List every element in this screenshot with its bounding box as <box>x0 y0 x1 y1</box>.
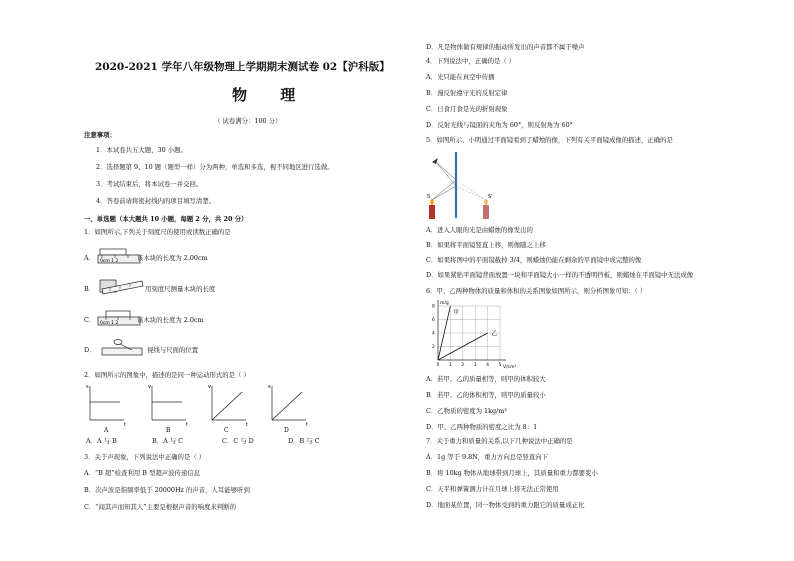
axis-label: v <box>148 384 151 390</box>
graph-label: C <box>224 427 229 434</box>
question-stem: 1．如图所示,下列关于刻度尺的使用或读数正确的是 <box>84 228 231 236</box>
ruler-label: 0cm 1 2 <box>100 259 119 264</box>
point-label: S' <box>488 194 493 200</box>
series-label: 甲 <box>453 310 459 316</box>
x-tick-label: 3 <box>473 363 477 368</box>
y-axis-label: m/g <box>440 301 449 306</box>
ruler-label: 0cm 1 2 <box>100 321 119 326</box>
option-label: B． <box>84 285 96 293</box>
option: A．光只能在真空中传播 <box>426 73 495 81</box>
x-tick-label: 1 <box>448 363 452 368</box>
exam-title: 2020-2021 学年八年级物理上学期期末测试卷 02【沪科版】 <box>95 61 390 73</box>
question-stem: 7．关于重力和质量的关系,以下几种说法中正确的是 <box>426 437 573 445</box>
axis-label: s <box>268 384 271 390</box>
graph-b <box>148 384 188 434</box>
option: B．若甲、乙的体积相等，则甲的质量较小 <box>426 391 546 399</box>
option-label: C． <box>84 316 96 324</box>
ruler-figure-a <box>98 248 142 264</box>
note-item: 3．考试结束后，将本试卷一并交回。 <box>96 180 203 188</box>
y-tick-label: 2 <box>432 345 435 350</box>
option: C．日食月食是光的折射现象 <box>426 105 508 113</box>
axis-label: s <box>86 384 89 390</box>
option: C．“闻其声而知其人”主要是根据声音的响度来判断的 <box>84 503 237 511</box>
x-axis-label: V/cm³ <box>503 365 517 370</box>
graph-d <box>268 384 308 434</box>
note-item: 2．选择题第 9、10 题（题型一样）分为两种，单选和多选，视不同地区进行选做。 <box>96 163 334 171</box>
graph-a <box>86 384 126 434</box>
x-tick-label: 2 <box>461 363 465 368</box>
question-stem: 4．下列说法中，正确的是（ ） <box>426 57 516 65</box>
x-tick-label: 0 <box>436 363 440 368</box>
graph-label: A <box>104 427 109 434</box>
option: C．如果将图中的平面镜截掉 3/4，则蜡烛仍能在剩余的平面镜中成完整的像 <box>426 256 642 264</box>
subject-title: 物 理 <box>232 86 310 104</box>
x-tick-label: 5 <box>498 363 502 368</box>
option: A．“B 超”检查利用 B 型超声波传递信息 <box>84 469 201 477</box>
option: C．天平和弹簧测力计在月球上将无法正常使用 <box>426 485 559 493</box>
density-chart <box>426 298 526 370</box>
option: B．如果将平面镜竖直上移，则像随之上移 <box>426 241 546 249</box>
ruler-figure-d <box>98 338 146 356</box>
question-stem: 3．关于声现象，下列说法中正确的是（ ） <box>84 453 206 461</box>
option-text: 该木块的长度为 2.0cm <box>137 316 204 324</box>
option: A．1g 等于 9.8N，重力方向总是竖直向下 <box>426 453 549 461</box>
note-item: 4．答卷前请将密封线内的项目填写清楚。 <box>96 197 216 205</box>
graph-c <box>208 384 248 434</box>
option: C．C 与 D <box>222 437 254 445</box>
option: B．漫反射遵守光的反射定律 <box>426 89 508 97</box>
point-label: S <box>427 194 431 200</box>
option: B．次声波是指频率低于 20000Hz 的声音，人耳能够听到 <box>84 486 250 494</box>
graph-label: B <box>166 427 171 434</box>
axis-label: t <box>186 422 188 428</box>
option-label: A． <box>84 254 96 262</box>
notes-heading: 注意事项： <box>84 131 116 139</box>
option: A．进入人眼的光是由蜡烛的像发出的 <box>426 226 533 234</box>
y-tick-label: 8 <box>432 304 435 310</box>
option: A．若甲、乙的质量相等，则甲的体积较大 <box>426 375 546 383</box>
note-item: 1．本试卷共五大题，30 小题。 <box>96 146 187 154</box>
score-note: （ 试卷满分：100 分） <box>214 117 282 125</box>
ruler-figure-b <box>98 277 144 297</box>
option: C．乙物质的密度为 1kg/m³ <box>426 407 507 415</box>
question-stem: 6．甲、乙两种物体的质量和体积的关系图象如图所示，则分析图象可知：（ ） <box>426 287 647 295</box>
option-text: 用刻度尺测量木块的长度 <box>145 285 216 293</box>
mirror-figure <box>426 150 506 222</box>
y-tick-label: 6 <box>432 318 435 323</box>
option-text: 视线与尺面的位置 <box>147 346 199 354</box>
option: D．凡是物体做有规律的振动所发出的声音都不属于噪声 <box>426 43 585 51</box>
option: D．地面某位置，同一物体受到的重力跟它的质量成正比 <box>426 501 585 509</box>
option-text: 该木块的长度为 2.00cm <box>137 254 208 262</box>
option: D．反射光线与镜面的夹角为 60°，则反射角为 60° <box>426 121 573 129</box>
axis-label: t <box>246 422 248 428</box>
ruler-figure-c <box>98 310 142 326</box>
axis-label: t <box>124 422 126 428</box>
option: A．A 与 B <box>86 437 117 445</box>
option-label: D． <box>84 346 96 354</box>
axis-label: v <box>208 384 211 390</box>
option: D．B 与 C <box>288 437 320 445</box>
question-stem: 2．如图所示的图象中，描述的是同一种运动形式的是（ ） <box>84 371 250 379</box>
option: D．甲、乙两种物质的密度之比为 8：1 <box>426 423 538 431</box>
motion-graphs <box>84 382 314 434</box>
question-stem: 5．如图所示，小明通过平面镜看到了蜡烛的像，下列有关平面镜成像的描述，正确的是 <box>426 136 673 144</box>
option: D．如果紧贴平面镜背面放置一块和平面镜大小一样的不透明挡板，则蜡烛在平面镜中无法成像 <box>426 271 694 279</box>
graph-label: D <box>284 427 289 434</box>
series-label: 乙 <box>491 331 498 337</box>
option: B．将 10kg 物体从地球带到月球上，其质量和重力都要变小 <box>426 469 598 477</box>
section-heading: 一、单选题（本大题共 10 小题，每题 2 分，共 20 分） <box>84 215 248 223</box>
x-tick-label: 4 <box>486 363 489 368</box>
y-tick-label: 4 <box>432 331 435 337</box>
option: B．A 与 C <box>152 437 184 445</box>
axis-label: t <box>306 422 308 428</box>
